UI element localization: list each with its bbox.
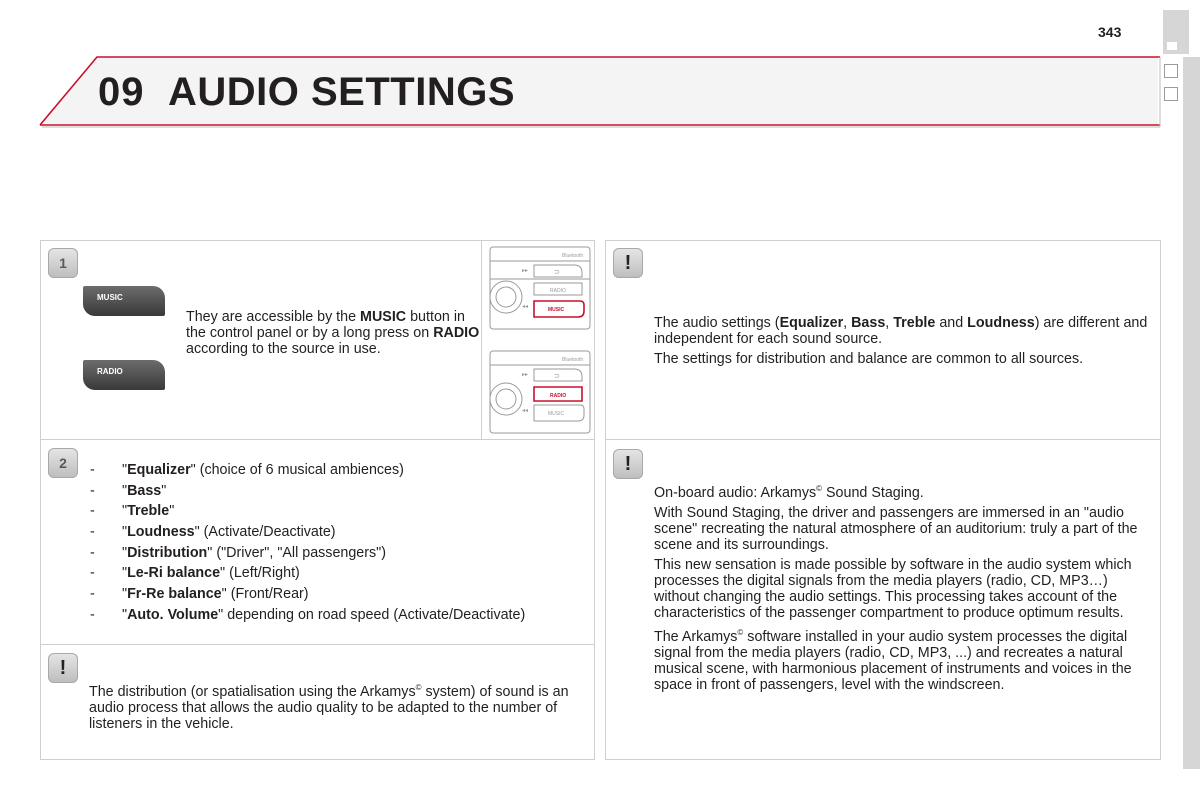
step-number-badge: 1 <box>48 248 78 278</box>
distribution-note <box>40 645 595 760</box>
svg-text:Bluetooth: Bluetooth <box>562 253 584 259</box>
svg-text:⊃: ⊃ <box>554 269 560 276</box>
step1-text: They are accessible by the MUSIC button in the control panel or by a long press on RADIO according to the source in use. <box>186 309 480 357</box>
list-item: - "Auto. Volume" depending on road speed (Activate/Deactivate) <box>90 605 590 626</box>
step1-panel <box>40 240 595 440</box>
radio-key-icon: RADIO <box>83 360 165 390</box>
control-panel-illustrations <box>481 241 596 439</box>
settings-note <box>605 240 1161 440</box>
svg-text:▸▸: ▸▸ <box>522 372 529 378</box>
page-title: AUDIO SETTINGS <box>168 70 516 114</box>
warning-icon: ! <box>613 248 643 278</box>
list-item: - "Treble" <box>90 501 590 522</box>
list-item: - "Le-Ri balance" (Left/Right) <box>90 563 590 584</box>
list-item: - "Loudness" (Activate/Deactivate) <box>90 522 590 543</box>
svg-text:⊃: ⊃ <box>554 373 560 380</box>
warning-icon: ! <box>48 653 78 683</box>
side-strip <box>1183 57 1200 769</box>
step2-panel <box>40 440 595 645</box>
svg-text:RADIO: RADIO <box>550 393 567 399</box>
svg-text:Bluetooth: Bluetooth <box>562 357 584 363</box>
warning-icon: ! <box>613 449 643 479</box>
settings-list <box>90 460 590 626</box>
music-key-icon: MUSIC <box>83 286 165 316</box>
list-item: - "Bass" <box>90 481 590 502</box>
svg-text:MUSIC: MUSIC <box>548 411 565 417</box>
svg-text:MUSIC: MUSIC <box>548 307 565 313</box>
arkamys-note <box>605 440 1161 760</box>
distribution-note-text: The distribution (or spatialisation using the Arkamys© system) of sound is an audio process that allows the audio quality to be adapted to the number of listeners in the vehicle. <box>89 683 569 732</box>
page-number: 343 <box>1098 24 1122 40</box>
list-item: - "Distribution" ("Driver", "All passengers") <box>90 543 590 564</box>
svg-text:RADIO: RADIO <box>550 288 566 294</box>
list-item: - "Fr-Re balance" (Front/Rear) <box>90 584 590 605</box>
control-panel-music-icon <box>482 241 596 439</box>
svg-text:▸▸: ▸▸ <box>522 268 529 274</box>
settings-note-text: The audio settings (Equalizer, Bass, Treble and Loudness) are different and independent for each sound source. The settings for distribution and balance are common to all sources. <box>654 315 1148 367</box>
svg-text:◂◂: ◂◂ <box>522 408 529 414</box>
step-number-badge: 2 <box>48 448 78 478</box>
chapter-number: 09 <box>98 70 145 114</box>
svg-text:◂◂: ◂◂ <box>522 304 529 310</box>
arkamys-note-text: On-board audio: Arkamys© Sound Staging. With Sound Staging, the driver and passengers are immersed in an "audio scene" recreating the natural atmosphere of an auditorium: truly a part of the scene and its surroundings. This new sensation is made possible by software in the audio system which processes the digital signals from the media players (radio, CD, MP3…) without changing the audio settings. This processing takes account of the characteristics of the passenger compartment to produce optimum results. The Arkamys© software installed in your audio system processes the digital signal from the media players (radio, CD, MP3, ...) and recreates a natural musical scene, with harmonious placement of instruments and voices in the space in front of passengers, level with the windscreen. <box>654 484 1138 693</box>
list-item: - "Equalizer" (choice of 6 musical ambiences) <box>90 460 590 481</box>
